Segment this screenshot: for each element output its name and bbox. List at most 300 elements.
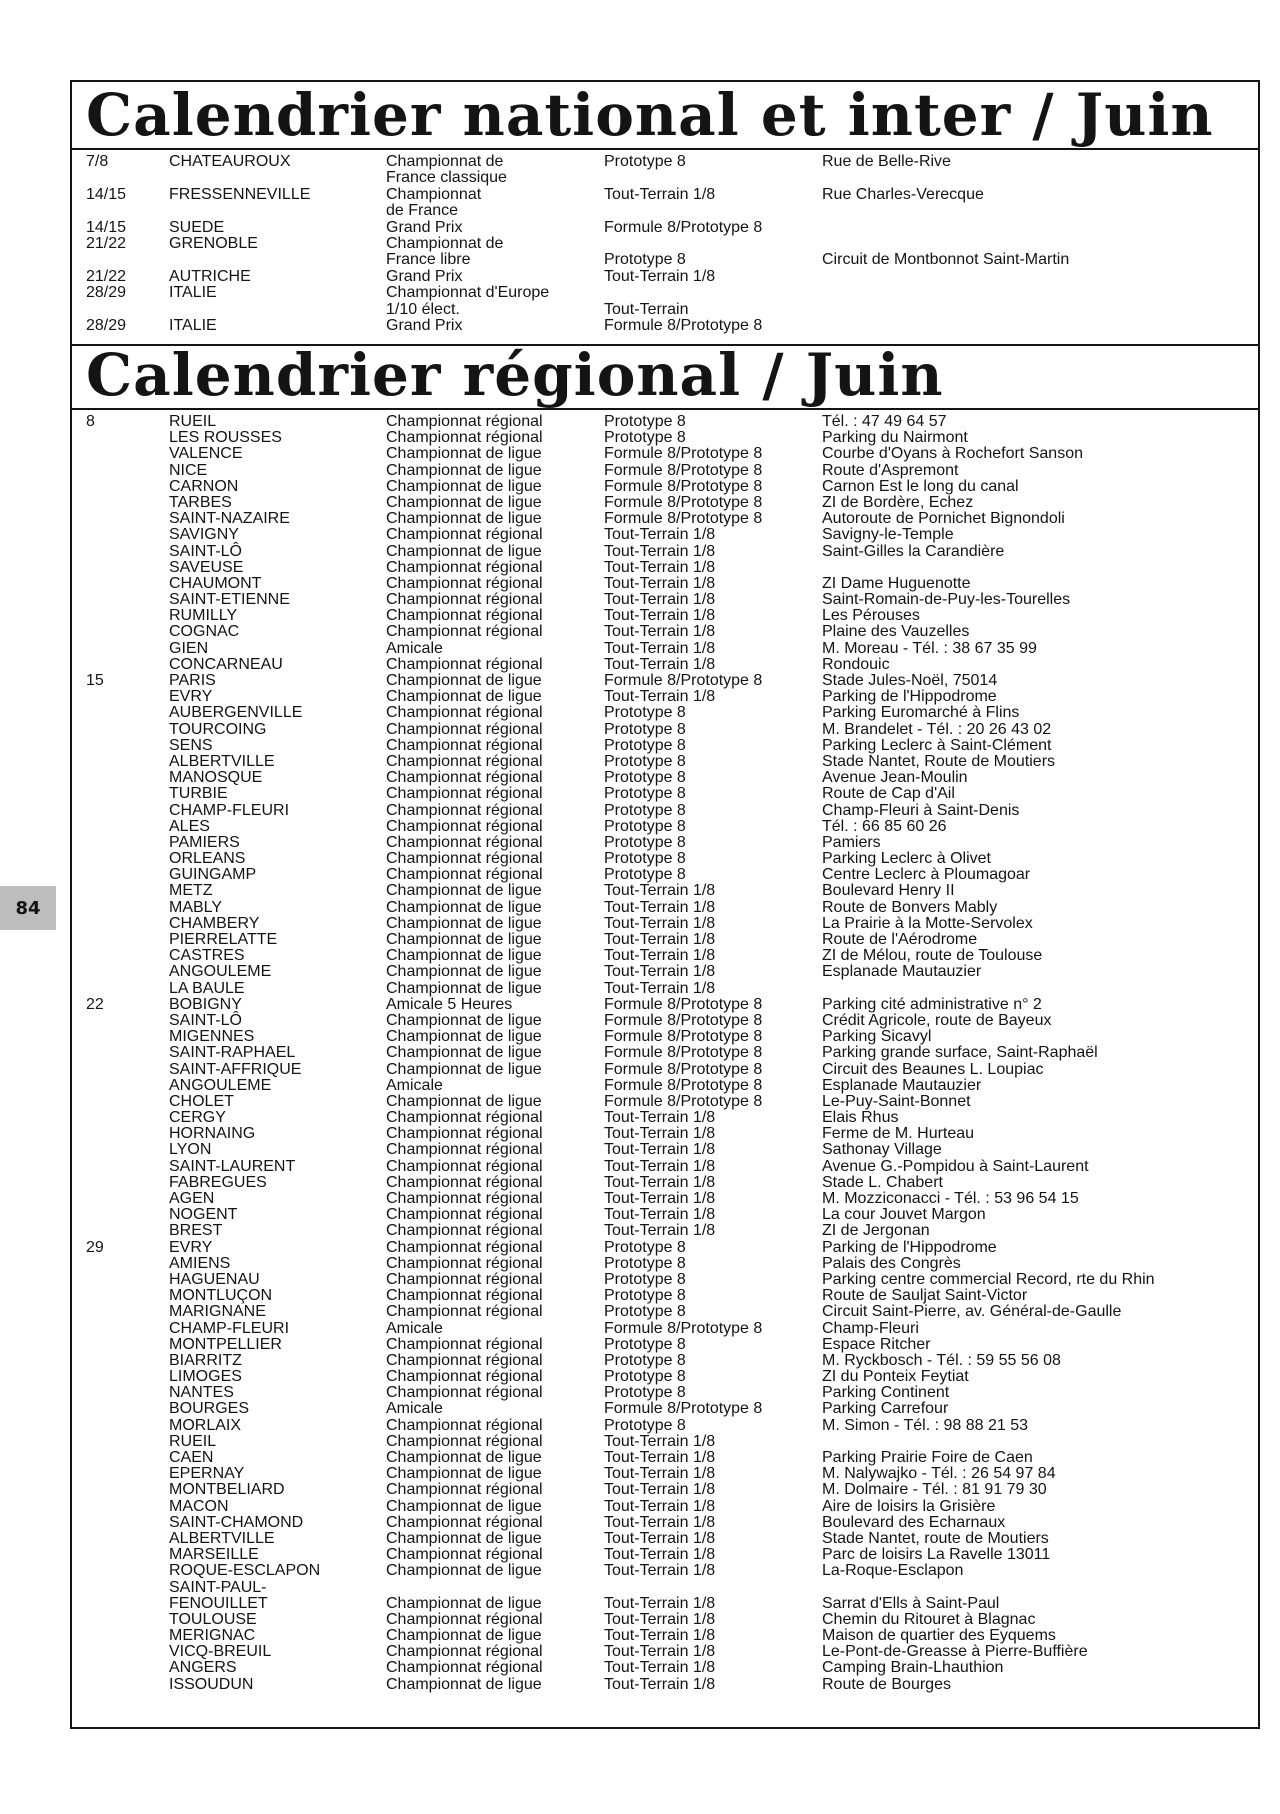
event-row bbox=[72, 527, 1258, 543]
event-row bbox=[72, 916, 1258, 932]
event-city: SAINT-LÔ bbox=[169, 542, 242, 560]
event-type: Championnat de ligue bbox=[386, 1497, 542, 1515]
event-row bbox=[72, 187, 1258, 203]
event-city: CHAUMONT bbox=[169, 574, 262, 592]
event-date: 22 bbox=[86, 995, 104, 1013]
event-type: Championnat de ligue bbox=[386, 1044, 542, 1062]
event-place: Parking de l'Hippodrome bbox=[822, 688, 997, 706]
event-row bbox=[72, 964, 1258, 980]
event-category: Tout-Terrain 1/8 bbox=[604, 1529, 716, 1547]
event-category: Tout-Terrain 1/8 bbox=[604, 1190, 716, 1207]
event-row bbox=[72, 1142, 1258, 1158]
event-row bbox=[72, 608, 1258, 624]
event-row bbox=[72, 1482, 1258, 1498]
event-city: MANOSQUE bbox=[169, 769, 263, 787]
event-row bbox=[72, 1126, 1258, 1142]
event-category: Tout-Terrain 1/8 bbox=[604, 1173, 716, 1191]
event-row bbox=[72, 1677, 1258, 1693]
event-type: Championnat d'Europe bbox=[386, 284, 550, 302]
event-date: 28/29 bbox=[86, 316, 127, 334]
event-category: Tout-Terrain 1/8 bbox=[604, 185, 716, 203]
event-city: SAINT-LÔ bbox=[169, 1011, 242, 1029]
event-place: Parking Continent bbox=[822, 1384, 950, 1402]
event-city: TOURCOING bbox=[169, 720, 267, 738]
event-row bbox=[72, 463, 1258, 479]
event-city: BOURGES bbox=[169, 1400, 250, 1418]
event-type: Championnat régional bbox=[386, 413, 543, 430]
event-type: Championnat bbox=[386, 185, 482, 203]
event-place: ZI Dame Huguenotte bbox=[822, 574, 971, 592]
page-number-tab bbox=[0, 886, 56, 930]
page-number: 84 bbox=[15, 897, 41, 919]
regional-calendar-section bbox=[70, 342, 1260, 1729]
event-row bbox=[72, 1531, 1258, 1547]
event-type: Championnat de bbox=[386, 153, 504, 170]
event-category: Tout-Terrain 1/8 bbox=[604, 1157, 716, 1175]
event-row bbox=[72, 269, 1258, 285]
event-type: Championnat régional bbox=[386, 850, 543, 868]
event-category: Prototype 8 bbox=[604, 736, 686, 754]
event-category: Tout-Terrain 1/8 bbox=[604, 882, 716, 900]
event-place: Boulevard des Echarnaux bbox=[822, 1513, 1006, 1531]
event-category: Prototype 8 bbox=[604, 704, 686, 722]
event-row bbox=[72, 203, 1258, 219]
event-city: LA BAULE bbox=[169, 979, 245, 997]
event-category: Prototype 8 bbox=[604, 866, 686, 884]
event-category: Tout-Terrain 1/8 bbox=[604, 1449, 716, 1466]
event-row bbox=[72, 754, 1258, 770]
event-city: MONTPELLIER bbox=[169, 1335, 282, 1353]
event-place: Saint-Romain-de-Puy-les-Tourelles bbox=[822, 591, 1071, 609]
event-city: VICQ-BREUIL bbox=[169, 1643, 272, 1661]
event-type: Championnat de ligue bbox=[386, 1060, 542, 1078]
event-type: Amicale bbox=[386, 1319, 443, 1337]
event-city: SAINT-LAURENT bbox=[169, 1157, 296, 1175]
event-category: Formule 8/Prototype 8 bbox=[604, 1092, 763, 1110]
event-category: Prototype 8 bbox=[604, 1287, 686, 1305]
event-city: ANGOULEME bbox=[169, 1076, 272, 1094]
event-city: AUBERGENVILLE bbox=[169, 704, 303, 722]
event-type: Championnat régional bbox=[386, 1513, 543, 1531]
event-row bbox=[72, 1466, 1258, 1482]
event-type: Championnat de ligue bbox=[386, 898, 542, 916]
event-row bbox=[72, 948, 1258, 964]
event-type: Championnat régional bbox=[386, 1368, 543, 1386]
national-calendar-section bbox=[70, 80, 1260, 346]
event-row bbox=[72, 1062, 1258, 1078]
event-row bbox=[72, 932, 1258, 948]
event-type: Championnat régional bbox=[386, 769, 543, 787]
event-city: MIGENNES bbox=[169, 1028, 255, 1046]
event-category: Prototype 8 bbox=[604, 833, 686, 851]
event-type: Championnat régional bbox=[386, 1546, 543, 1564]
event-place: Parking Euromarché à Flins bbox=[822, 704, 1020, 722]
event-city: LIMOGES bbox=[169, 1368, 242, 1386]
event-city: SAINT-AFFRIQUE bbox=[169, 1060, 302, 1078]
event-city: CAEN bbox=[169, 1449, 214, 1466]
event-city: TARBES bbox=[169, 493, 232, 511]
event-row bbox=[72, 1401, 1258, 1417]
event-row bbox=[72, 997, 1258, 1013]
event-city: EPERNAY bbox=[169, 1465, 245, 1483]
event-type: Championnat de ligue bbox=[386, 1627, 542, 1645]
event-row bbox=[72, 1369, 1258, 1385]
event-category: Tout-Terrain 1/8 bbox=[604, 1643, 716, 1661]
event-category: Formule 8/Prototype 8 bbox=[604, 1060, 763, 1078]
event-category: Prototype 8 bbox=[604, 1384, 686, 1402]
event-row bbox=[72, 1563, 1258, 1579]
event-type: Championnat de ligue bbox=[386, 542, 542, 560]
event-type: Championnat régional bbox=[386, 817, 543, 835]
event-city: MORLAIX bbox=[169, 1416, 242, 1434]
event-category: Prototype 8 bbox=[604, 801, 686, 819]
event-row bbox=[72, 1094, 1258, 1110]
event-place: Champ-Fleuri bbox=[822, 1319, 919, 1337]
event-category: Tout-Terrain 1/8 bbox=[604, 639, 716, 657]
event-category: Formule 8/Prototype 8 bbox=[604, 445, 763, 463]
event-type: Championnat régional bbox=[386, 1335, 543, 1353]
event-row bbox=[72, 657, 1258, 673]
event-type: Championnat régional bbox=[386, 1610, 543, 1628]
event-city: NANTES bbox=[169, 1384, 234, 1402]
event-city: VALENCE bbox=[169, 445, 243, 463]
event-type: Grand Prix bbox=[386, 267, 463, 285]
event-type: Championnat régional bbox=[386, 866, 543, 884]
event-city: MERIGNAC bbox=[169, 1627, 256, 1645]
event-city: AGEN bbox=[169, 1190, 215, 1207]
event-place: La cour Jouvet Margon bbox=[822, 1206, 986, 1224]
event-row bbox=[72, 1029, 1258, 1045]
event-city: ANGERS bbox=[169, 1659, 237, 1677]
event-row bbox=[72, 1385, 1258, 1401]
event-type: Championnat régional bbox=[386, 1270, 543, 1288]
event-place: Boulevard Henry II bbox=[822, 882, 955, 900]
event-row bbox=[72, 1191, 1258, 1207]
event-row bbox=[72, 803, 1258, 819]
event-category: Tout-Terrain 1/8 bbox=[604, 914, 716, 932]
event-row bbox=[72, 430, 1258, 446]
event-type: Championnat de ligue bbox=[386, 461, 542, 479]
event-category: Formule 8/Prototype 8 bbox=[604, 1028, 763, 1046]
event-city: CONCARNEAU bbox=[169, 655, 283, 673]
event-type: Amicale bbox=[386, 639, 443, 657]
event-place: Autoroute de Pornichet Bignondoli bbox=[822, 510, 1065, 528]
event-place: Circuit de Montbonnot Saint-Martin bbox=[822, 251, 1070, 269]
event-row bbox=[72, 1515, 1258, 1531]
event-category: Tout-Terrain 1/8 bbox=[604, 963, 716, 981]
event-category: Prototype 8 bbox=[604, 817, 686, 835]
event-place: Courbe d'Oyans à Rochefort Sanson bbox=[822, 445, 1083, 463]
event-city: NOGENT bbox=[169, 1206, 238, 1224]
event-row bbox=[72, 1013, 1258, 1029]
event-place: Espace Ritcher bbox=[822, 1335, 931, 1353]
event-date: 8 bbox=[86, 413, 95, 430]
event-city: SENS bbox=[169, 736, 213, 754]
event-city: AMIENS bbox=[169, 1254, 231, 1272]
event-city: SAINT-CHAMOND bbox=[169, 1513, 304, 1531]
event-row bbox=[72, 1288, 1258, 1304]
event-place: Aire de loisirs la Grisière bbox=[822, 1497, 996, 1515]
event-category: Tout-Terrain 1/8 bbox=[604, 1562, 716, 1580]
event-row bbox=[72, 738, 1258, 754]
event-place: Centre Leclerc à Ploumagoar bbox=[822, 866, 1031, 884]
event-city: MONTBELIARD bbox=[169, 1481, 285, 1499]
event-row bbox=[72, 446, 1258, 462]
event-type: Championnat régional bbox=[386, 1222, 543, 1240]
event-row bbox=[72, 981, 1258, 997]
event-category: Prototype 8 bbox=[604, 413, 686, 430]
event-city: SAINT-ETIENNE bbox=[169, 591, 290, 609]
event-city: RUMILLY bbox=[169, 607, 238, 625]
event-category: Tout-Terrain 1/8 bbox=[604, 607, 716, 625]
event-type: Amicale bbox=[386, 1076, 443, 1094]
event-place: Tél. : 47 49 64 57 bbox=[822, 413, 947, 430]
event-row bbox=[72, 576, 1258, 592]
event-city: SAVIGNY bbox=[169, 526, 239, 544]
event-city: GUINGAMP bbox=[169, 866, 257, 884]
event-city: BREST bbox=[169, 1222, 223, 1240]
event-city: CARNON bbox=[169, 477, 239, 495]
event-type: Championnat régional bbox=[386, 1141, 543, 1159]
event-place: Stade Jules-Noël, 75014 bbox=[822, 672, 998, 689]
event-type: Championnat régional bbox=[386, 655, 543, 673]
event-category: Tout-Terrain 1/8 bbox=[604, 623, 716, 641]
event-type: Championnat régional bbox=[386, 1643, 543, 1661]
event-date: 29 bbox=[86, 1238, 104, 1256]
event-city: ORLEANS bbox=[169, 850, 246, 868]
event-row bbox=[72, 170, 1258, 186]
event-row bbox=[72, 1644, 1258, 1660]
event-type: Championnat de ligue bbox=[386, 672, 542, 689]
event-category: Tout-Terrain 1/8 bbox=[604, 1675, 716, 1693]
event-type: Grand Prix bbox=[386, 316, 463, 334]
event-date: 14/15 bbox=[86, 185, 127, 203]
event-city: EVRY bbox=[169, 688, 213, 706]
event-city: SAINT-RAPHAEL bbox=[169, 1044, 296, 1062]
event-type: Championnat régional bbox=[386, 1287, 543, 1305]
event-place: ZI de Jergonan bbox=[822, 1222, 930, 1240]
event-place: ZI de Mélou, route de Toulouse bbox=[822, 947, 1043, 965]
event-place: M. Mozziconacci - Tél. : 53 96 54 15 bbox=[822, 1190, 1079, 1207]
event-place: Stade Nantet, Route de Moutiers bbox=[822, 752, 1056, 770]
event-city: ISSOUDUN bbox=[169, 1675, 254, 1693]
event-category: Tout-Terrain 1/8 bbox=[604, 591, 716, 609]
event-category: Tout-Terrain bbox=[604, 300, 689, 318]
event-place: Plaine des Vauzelles bbox=[822, 623, 970, 641]
event-row bbox=[72, 1272, 1258, 1288]
event-place: Parking de l'Hippodrome bbox=[822, 1238, 997, 1256]
event-category: Formule 8/Prototype 8 bbox=[604, 218, 763, 236]
event-row bbox=[72, 1256, 1258, 1272]
event-row bbox=[72, 1078, 1258, 1094]
event-category: Formule 8/Prototype 8 bbox=[604, 672, 763, 689]
event-place: Esplanade Mautauzier bbox=[822, 963, 982, 981]
event-date: 15 bbox=[86, 672, 104, 689]
event-city: CHAMP-FLEURI bbox=[169, 1319, 290, 1337]
event-row bbox=[72, 1547, 1258, 1563]
event-place: Route de l'Aérodrome bbox=[822, 931, 978, 948]
regional-calendar-title: Calendrier régional / Juin bbox=[72, 342, 1258, 410]
event-row bbox=[72, 1207, 1258, 1223]
event-type: Championnat régional bbox=[386, 1481, 543, 1499]
event-city: GRENOBLE bbox=[169, 234, 258, 252]
event-row bbox=[72, 1304, 1258, 1320]
event-row bbox=[72, 1418, 1258, 1434]
event-category: Tout-Terrain 1/8 bbox=[604, 688, 716, 706]
event-place: Elais Rhus bbox=[822, 1109, 899, 1127]
event-date: 21/22 bbox=[86, 234, 127, 252]
event-row bbox=[72, 1110, 1258, 1126]
event-type: Championnat de ligue bbox=[386, 1092, 542, 1110]
event-place: Tél. : 66 85 60 26 bbox=[822, 817, 947, 835]
event-place: Sarrat d'Ells à Saint-Paul bbox=[822, 1594, 1000, 1612]
event-type: 1/10 élect. bbox=[386, 300, 460, 318]
event-city: SAVEUSE bbox=[169, 558, 244, 576]
event-place: ZI du Ponteix Feytiat bbox=[822, 1368, 969, 1386]
event-type: Championnat régional bbox=[386, 623, 543, 641]
event-row bbox=[72, 1596, 1258, 1612]
event-row bbox=[72, 900, 1258, 916]
event-category: Prototype 8 bbox=[604, 1270, 686, 1288]
event-city: CERGY bbox=[169, 1109, 226, 1127]
event-category: Prototype 8 bbox=[604, 1303, 686, 1321]
event-place: La-Roque-Esclapon bbox=[822, 1562, 964, 1580]
event-row bbox=[72, 479, 1258, 495]
event-category: Tout-Terrain 1/8 bbox=[604, 931, 716, 948]
event-place: ZI de Bordère, Echez bbox=[822, 493, 974, 511]
event-type: Championnat de ligue bbox=[386, 963, 542, 981]
event-category: Formule 8/Prototype 8 bbox=[604, 510, 763, 528]
event-date: 7/8 bbox=[86, 153, 109, 170]
event-type: Championnat de ligue bbox=[386, 493, 542, 511]
event-type: France classique bbox=[386, 169, 507, 187]
event-place: Parking centre commercial Record, rte du Rhin bbox=[822, 1270, 1155, 1288]
event-place: Parking grande surface, Saint-Raphaël bbox=[822, 1044, 1098, 1062]
event-category: Prototype 8 bbox=[604, 153, 686, 170]
event-row bbox=[72, 592, 1258, 608]
event-type: France libre bbox=[386, 251, 471, 269]
regional-calendar-rows bbox=[72, 410, 1258, 1693]
event-city: MONTLUÇON bbox=[169, 1287, 273, 1305]
event-place: Circuit Saint-Pierre, av. Général-de-Gaulle bbox=[822, 1303, 1122, 1321]
event-category: Prototype 8 bbox=[604, 1238, 686, 1256]
event-city: SAINT-PAUL- bbox=[169, 1578, 267, 1596]
event-place: La Prairie à la Motte-Servolex bbox=[822, 914, 1033, 932]
event-category: Formule 8/Prototype 8 bbox=[604, 1076, 763, 1094]
event-row bbox=[72, 883, 1258, 899]
event-type: Championnat régional bbox=[386, 1416, 543, 1434]
event-type: Championnat régional bbox=[386, 1351, 543, 1369]
event-place: Circuit des Beaunes L. Loupiac bbox=[822, 1060, 1044, 1078]
event-row bbox=[72, 318, 1258, 334]
event-row bbox=[72, 786, 1258, 802]
event-city: ITALIE bbox=[169, 284, 217, 302]
event-row bbox=[72, 705, 1258, 721]
event-row bbox=[72, 1434, 1258, 1450]
event-place: M. Moreau - Tél. : 38 67 35 99 bbox=[822, 639, 1037, 657]
event-category: Tout-Terrain 1/8 bbox=[604, 526, 716, 544]
event-row bbox=[72, 1337, 1258, 1353]
event-row bbox=[72, 1612, 1258, 1628]
event-place: Rue de Belle-Rive bbox=[822, 153, 951, 170]
event-type: Championnat régional bbox=[386, 1303, 543, 1321]
event-date: 21/22 bbox=[86, 267, 127, 285]
event-category: Prototype 8 bbox=[604, 251, 686, 269]
event-category: Prototype 8 bbox=[604, 1351, 686, 1369]
event-category: Prototype 8 bbox=[604, 1368, 686, 1386]
event-row bbox=[72, 1159, 1258, 1175]
event-type: Championnat régional bbox=[386, 526, 543, 544]
event-type: Championnat régional bbox=[386, 736, 543, 754]
event-place: M. Nalywajko - Tél. : 26 54 97 84 bbox=[822, 1465, 1056, 1483]
event-row bbox=[72, 236, 1258, 252]
event-type: de France bbox=[386, 202, 459, 220]
event-place: Esplanade Mautauzier bbox=[822, 1076, 982, 1094]
event-city: CHAMP-FLEURI bbox=[169, 801, 290, 819]
event-row bbox=[72, 1321, 1258, 1337]
event-category: Tout-Terrain 1/8 bbox=[604, 1206, 716, 1224]
event-row bbox=[72, 1223, 1258, 1239]
event-category: Tout-Terrain 1/8 bbox=[604, 1222, 716, 1240]
event-city: GIEN bbox=[169, 639, 209, 657]
event-category: Tout-Terrain 1/8 bbox=[604, 558, 716, 576]
event-type: Championnat régional bbox=[386, 1238, 543, 1256]
event-place: Stade Nantet, route de Moutiers bbox=[822, 1529, 1049, 1547]
event-category: Tout-Terrain 1/8 bbox=[604, 1610, 716, 1628]
event-city: ALBERTVILLE bbox=[169, 1529, 275, 1547]
event-place: Route d'Aspremont bbox=[822, 461, 959, 479]
event-row bbox=[72, 220, 1258, 236]
event-category: Tout-Terrain 1/8 bbox=[604, 1594, 716, 1612]
event-row bbox=[72, 414, 1258, 430]
event-type: Championnat de ligue bbox=[386, 510, 542, 528]
event-city: RUEIL bbox=[169, 413, 217, 430]
event-type: Championnat de ligue bbox=[386, 477, 542, 495]
event-row bbox=[72, 285, 1258, 301]
event-place: Route de Sauljat Saint-Victor bbox=[822, 1287, 1028, 1305]
event-place: Pamiers bbox=[822, 833, 881, 851]
event-city: TURBIE bbox=[169, 785, 228, 803]
event-place: Avenue Jean-Moulin bbox=[822, 769, 968, 787]
event-category: Prototype 8 bbox=[604, 769, 686, 787]
event-city: PIERRELATTE bbox=[169, 931, 278, 948]
event-type: Championnat régional bbox=[386, 1254, 543, 1272]
event-place: Parking du Nairmont bbox=[822, 429, 968, 447]
event-date: 28/29 bbox=[86, 284, 127, 302]
event-place: Parking Carrefour bbox=[822, 1400, 949, 1418]
event-row bbox=[72, 1353, 1258, 1369]
event-type: Championnat régional bbox=[386, 429, 543, 447]
event-row bbox=[72, 302, 1258, 318]
event-row bbox=[72, 689, 1258, 705]
event-category: Formule 8/Prototype 8 bbox=[604, 1319, 763, 1337]
event-row bbox=[72, 252, 1258, 268]
event-city: SUEDE bbox=[169, 218, 225, 236]
event-category: Prototype 8 bbox=[604, 720, 686, 738]
event-row bbox=[72, 851, 1258, 867]
event-city: COGNAC bbox=[169, 623, 240, 641]
event-place: Parking Sicavyl bbox=[822, 1028, 932, 1046]
event-place: M. Dolmaire - Tél. : 81 91 79 30 bbox=[822, 1481, 1047, 1499]
event-row bbox=[72, 770, 1258, 786]
event-city: ALES bbox=[169, 817, 210, 835]
event-city: TOULOUSE bbox=[169, 1610, 257, 1628]
event-place: Champ-Fleuri à Saint-Denis bbox=[822, 801, 1020, 819]
event-city: RUEIL bbox=[169, 1432, 217, 1450]
event-place: Crédit Agricole, route de Bayeux bbox=[822, 1011, 1052, 1029]
event-city: BOBIGNY bbox=[169, 995, 242, 1013]
event-type: Championnat de ligue bbox=[386, 931, 542, 948]
